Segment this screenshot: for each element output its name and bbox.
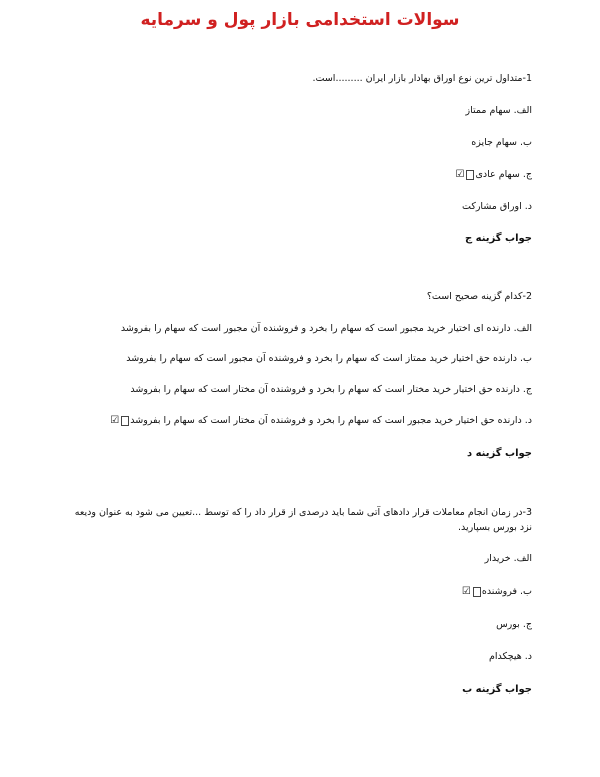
q2-answer: جواب گزینه د: [467, 448, 532, 459]
page-title: سوالات استخدامی بازار پول و سرمایه: [140, 10, 460, 30]
q2-option-c: ج. دارنده حق اختیار خرید مختار است که سهام را بخرد و فروشنده آن مختار است که سهام را بفروشد: [130, 384, 532, 395]
question-3: 3-در زمان انجام معاملات قرار دادهای آتی شما باید درصدی از قرار داد را که توسط ...تعیین می شود به عنوان ودیعه نزد بورس بسپارید.: [74, 507, 532, 533]
checkbox-empty-icon: [473, 587, 481, 597]
question-1: 1-متداول ترین نوع اوراق بهادار بازار ایران .........است.: [312, 73, 532, 84]
checkbox-empty-icon: [466, 170, 474, 180]
q2-option-b: ب. دارنده حق اختیار خرید ممتاز است که سهام را بخرد و فروشنده آن مجبور است که سهام را بفروشد: [126, 353, 532, 364]
check-mark-icon: ☑: [110, 415, 120, 426]
q1-option-b: ب. سهام جایزه: [471, 137, 532, 148]
checkbox-empty-icon: [121, 416, 129, 426]
question-2: 2-کدام گزینه صحیح است؟: [426, 291, 532, 302]
check-mark-icon: ☑: [455, 169, 465, 180]
q1-option-a: الف. سهام ممتاز: [465, 105, 532, 116]
check-mark-icon: ☑: [461, 586, 471, 597]
q1-option-d: د. اوراق مشارکت: [461, 201, 532, 212]
q3-option-d: د. هیچکدام: [488, 651, 532, 662]
q3-option-c: ج. بورس: [496, 619, 532, 630]
q3-option-a: الف. خریدار: [484, 553, 532, 564]
q2-option-a: الف. دارنده ای اختیار خرید مجبور است که سهام را بخرد و فروشنده آن مجبور است که سهام را بفروشد: [120, 323, 532, 334]
q1-answer: جواب گزینه ج: [464, 233, 532, 244]
q2-option-d-label: د. دارنده حق اختیار خرید مجبور است که سهام را بخرد و فروشنده آن مختار است که سهام را بفروشد: [130, 415, 532, 426]
q1-option-c: [455, 168, 532, 181]
q2-option-d: [110, 414, 532, 427]
q3-answer: جواب گزینه ب: [462, 684, 532, 695]
q3-option-b-label: ب. فروشنده: [481, 586, 532, 597]
q3-option-b: [462, 585, 532, 598]
q1-option-c-label: ج. سهام عادی: [475, 169, 532, 180]
